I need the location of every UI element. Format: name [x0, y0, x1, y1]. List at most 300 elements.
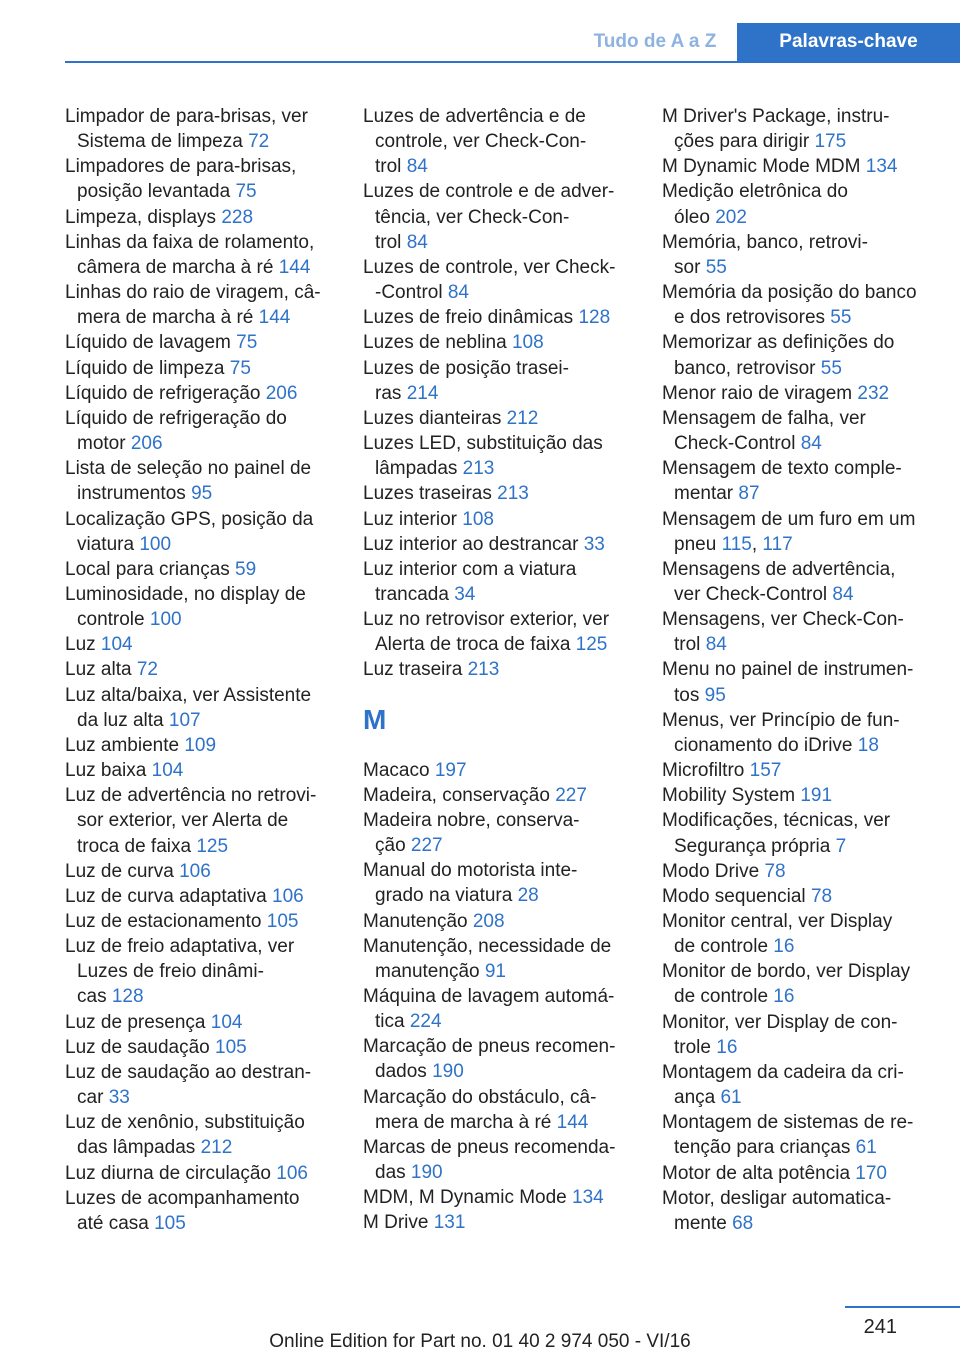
index-entry-text: Luz ambiente: [65, 734, 180, 756]
index-entry: [65, 456, 337, 506]
index-entry: [65, 1035, 337, 1060]
index-entry: [363, 557, 635, 607]
index-entry-text: Luz de presença: [65, 1011, 206, 1033]
index-entry: [363, 507, 635, 532]
page-reference-link[interactable]: 87: [738, 483, 760, 505]
index-column-1: [65, 104, 337, 1236]
index-entry-text: Motor de alta potência: [662, 1162, 851, 1184]
index-entry: [65, 356, 337, 381]
index-entry-text: Madeira nobre, conserva-: [363, 809, 580, 831]
index-entry: [65, 557, 337, 582]
index-entry: [662, 1010, 937, 1060]
index-entry-text: Luz de curva: [65, 860, 174, 882]
index-entry-text: mentar: [674, 483, 734, 505]
index-entry-text: sor exterior, ver Alerta de: [77, 810, 289, 832]
page-reference-link[interactable]: 75: [229, 357, 251, 379]
page-reference-link[interactable]: 84: [705, 634, 727, 656]
index-entry-text: ança: [674, 1087, 716, 1109]
page-reference-link[interactable]: 108: [462, 508, 494, 530]
index-entry: [363, 1185, 635, 1210]
page-reference-link[interactable]: 16: [773, 936, 795, 958]
page-reference-link[interactable]: 33: [108, 1087, 130, 1109]
page-reference-link[interactable]: 232: [857, 382, 890, 404]
index-entry-text: Luz interior com a viatura: [363, 558, 577, 580]
index-entry-text: Luz de freio adaptativa, ver: [65, 936, 295, 958]
page-reference-link[interactable]: 206: [130, 433, 163, 455]
index-column-3: [662, 104, 937, 1236]
index-entry-text: Monitor, ver Display de con-: [662, 1011, 898, 1033]
page-reference-link[interactable]: 170: [855, 1162, 887, 1184]
index-entry-text: Memória da posição do banco: [662, 282, 917, 304]
index-entry: [65, 733, 337, 758]
page-reference-link[interactable]: 100: [139, 533, 172, 555]
index-entry-text: Luz interior: [363, 508, 457, 530]
index-entry: [363, 330, 635, 355]
index-entry: [662, 381, 937, 406]
footer-edition: Online Edition for Part no. 01 40 2 974 050 - VI/16: [269, 1331, 691, 1352]
page-reference-link[interactable]: 105: [266, 911, 299, 932]
index-entry: [662, 783, 937, 808]
index-entry-text: Luz de curva adaptativa: [65, 885, 267, 907]
index-entry-text: Modo Drive: [662, 860, 760, 882]
index-entry: [363, 984, 635, 1034]
page-reference-link[interactable]: 84: [800, 433, 822, 455]
index-entry-text: Manutenção: [363, 910, 468, 932]
index-entry: [662, 1161, 937, 1186]
index-entry: [65, 406, 337, 456]
page-reference-link[interactable]: 106: [276, 1162, 308, 1184]
index-entry-text: Limpador de para-brisas, ver: [65, 106, 308, 127]
page-reference-link[interactable]: 214: [406, 382, 439, 404]
index-entry-text: motor: [77, 433, 126, 455]
page-reference-link[interactable]: 228: [221, 206, 254, 228]
index-entry-text: Local para crianças: [65, 558, 230, 580]
index-entry: [662, 884, 937, 909]
page-reference-link[interactable]: 197: [434, 759, 467, 781]
index-entry: [662, 657, 937, 707]
index-entry: [65, 330, 337, 355]
page-reference-link[interactable]: 61: [720, 1087, 742, 1109]
page-reference-link[interactable]: 144: [556, 1111, 589, 1133]
index-entry-text: Menus, ver Princípio de fun-: [662, 709, 900, 731]
index-entry-text: Microfiltro: [662, 760, 745, 782]
index-entry-text: Monitor central, ver Display: [662, 911, 893, 932]
index-entry-text: Luz: [65, 634, 96, 656]
index-entry-text: mera de marcha à ré: [77, 307, 254, 329]
page-reference-link[interactable]: 95: [191, 483, 213, 505]
header-section-tab[interactable]: Tudo de A a Z: [593, 31, 717, 52]
index-entry: [65, 884, 337, 909]
index-entry-text: pneu: [674, 533, 717, 555]
page-reference-link[interactable]: 224: [409, 1011, 442, 1033]
index-entry-text: Mensagens, ver Check-Con-: [662, 609, 904, 631]
page-reference-link[interactable]: 28: [517, 885, 539, 907]
header-rule: [65, 61, 960, 63]
page-reference-link[interactable]: 16: [716, 1036, 738, 1058]
index-entry-text: Manual do motorista inte-: [363, 860, 578, 882]
index-entry-text: Luzes de advertência e de: [363, 106, 586, 127]
page-reference-link[interactable]: 125: [196, 835, 229, 857]
index-entry: [363, 356, 635, 406]
index-entry-text: Modificações, técnicas, ver: [662, 810, 891, 832]
index-column-2: [363, 104, 635, 1236]
index-entry: [363, 1210, 635, 1235]
index-entry: [363, 858, 635, 908]
index-entry-text: Luz no retrovisor exterior, ver: [363, 609, 610, 631]
index-entry: [662, 557, 937, 607]
index-entry-text: manutenção: [375, 960, 480, 982]
index-entry-text: instrumentos: [77, 483, 186, 505]
index-entry-text: Luzes de controle e de adver-: [363, 181, 615, 203]
page-reference-link[interactable]: 144: [278, 256, 311, 278]
page-reference-link[interactable]: 59: [235, 558, 257, 580]
index-entry-text: ção: [375, 835, 406, 857]
footer-rule: [845, 1306, 960, 1308]
index-entry: [363, 532, 635, 557]
index-entry-text: Líquido de refrigeração: [65, 382, 261, 404]
page-reference-link[interactable]: 191: [800, 785, 833, 807]
page-reference-link[interactable]: 18: [857, 734, 879, 756]
index-entry-text: Luzes de freio dinâmi-: [77, 961, 264, 983]
index-entry-text: controle: [77, 609, 145, 631]
index-entry-text: Localização GPS, posição da: [65, 508, 314, 530]
index-entry-text: trole: [674, 1036, 711, 1058]
index-entry-text: Luzes de neblina: [363, 332, 507, 354]
page-reference-link[interactable]: 55: [830, 307, 852, 329]
page-reference-link[interactable]: 104: [151, 760, 184, 782]
index-entry: [65, 783, 337, 858]
page-reference-link[interactable]: 78: [764, 860, 786, 882]
index-entry: [65, 381, 337, 406]
index-entry-text: da luz alta: [77, 709, 164, 731]
index-entry: [662, 1060, 937, 1110]
index-entry-text: Luz alta/baixa, ver Assistente: [65, 684, 312, 706]
page-reference-link[interactable]: 84: [832, 583, 854, 605]
page-reference-link[interactable]: 106: [272, 885, 304, 907]
index-entry: [662, 330, 937, 380]
index-entry: [662, 1186, 937, 1236]
index-entry-text: Líquido de refrigeração do: [65, 407, 287, 429]
index-entry-text: de controle: [674, 986, 769, 1008]
page-reference-link[interactable]: 106: [179, 860, 211, 882]
index-entry-text: Luz de advertência no retrovi-: [65, 785, 317, 807]
index-entry-text: Luzes de freio dinâmicas: [363, 307, 574, 329]
index-entry-text: Luminosidade, no display de: [65, 583, 306, 605]
index-entry: [363, 1085, 635, 1135]
index-entry-text: Linhas do raio de viragem, câ-: [65, 282, 321, 304]
index-entry: [65, 859, 337, 884]
page-reference-link[interactable]: 108: [511, 332, 544, 354]
page-reference-link[interactable]: 107: [168, 709, 201, 731]
index-entry-text: Luz de saudação: [65, 1036, 210, 1058]
index-entry-text: Segurança própria: [674, 835, 831, 857]
page-reference-link[interactable]: 109: [184, 734, 217, 756]
index-entry-text: e dos retrovisores: [674, 307, 826, 329]
index-entry-text: Modo sequencial: [662, 885, 806, 907]
index-entry: [662, 859, 937, 884]
page-reference-link[interactable]: 33: [583, 533, 605, 555]
page-reference-link[interactable]: 227: [410, 835, 443, 857]
index-entry: [363, 104, 635, 179]
index-entry: [65, 280, 337, 330]
page-reference-link[interactable]: 104: [210, 1011, 243, 1033]
page-reference-link[interactable]: 125: [575, 634, 608, 656]
index-entry-text: dados: [375, 1061, 427, 1083]
page-reference-link[interactable]: 84: [406, 156, 428, 178]
page-reference-link[interactable]: 190: [432, 1061, 464, 1083]
page-reference-link[interactable]: 212: [200, 1137, 233, 1159]
index-entry-text: Luz alta: [65, 659, 132, 681]
index-entry: [662, 708, 937, 758]
page-reference-link[interactable]: 55: [820, 357, 842, 379]
index-entry-text: MDM, M Dynamic Mode: [363, 1187, 567, 1209]
page-reference-link[interactable]: 100: [149, 609, 182, 631]
index-entry-text: trol: [375, 231, 402, 253]
index-entry-text: mente: [674, 1212, 727, 1234]
index-entry: [363, 607, 635, 657]
index-entry: [65, 230, 337, 280]
index-entry-text: Alerta de troca de faixa: [375, 634, 571, 656]
index-section-letter: M: [363, 703, 387, 735]
page-reference-link[interactable]: 61: [855, 1137, 877, 1159]
index-entry-text: Menor raio de viragem: [662, 382, 853, 404]
page-reference-link[interactable]: 212: [506, 407, 539, 429]
index-entry-text: Luzes de controle, ver Check-: [363, 256, 616, 278]
page-reference-link[interactable]: 84: [447, 282, 469, 304]
page-reference-link[interactable]: 34: [454, 583, 476, 605]
page-reference-link[interactable]: 115: [721, 533, 752, 555]
index-entry: [363, 1034, 635, 1084]
index-entry-text: Luz de estacionamento: [65, 911, 262, 932]
index-entry-text: Marcação de pneus recomen-: [363, 1036, 616, 1058]
index-entry-text: Macaco: [363, 759, 430, 781]
index-entry-text: das: [375, 1162, 406, 1184]
index-entry-text: Luz de xenônio, substituição: [65, 1112, 305, 1134]
index-entry-text: Líquido de lavagem: [65, 332, 231, 354]
page-reference-link[interactable]: 75: [236, 332, 258, 354]
index-entry: [662, 758, 937, 783]
index-entry: [363, 657, 635, 682]
index-entry-text: Manutenção, necessidade de: [363, 935, 612, 957]
index-entry-text: Luzes LED, substituição das: [363, 433, 603, 455]
page-reference-link[interactable]: 227: [555, 784, 587, 806]
index-entry: [662, 959, 937, 1009]
page-reference-link[interactable]: 134: [572, 1187, 604, 1209]
index-entry: [363, 1135, 635, 1185]
header-active-tab[interactable]: Palavras-chave: [737, 23, 960, 63]
index-entry: [363, 808, 635, 858]
index-entry-text: tência, ver Check-Con-: [375, 206, 570, 228]
index-entry-text: Memorizar as definições do: [662, 332, 895, 354]
page-reference-link[interactable]: 213: [497, 483, 529, 505]
index-entry-text: troca de faixa: [77, 835, 192, 857]
page-reference-link[interactable]: 213: [467, 659, 500, 681]
page-reference-link[interactable]: 117: [762, 533, 793, 555]
index-entry-text: Máquina de lavagem automá-: [363, 986, 615, 1007]
index-entry-text: Luzes de posição trasei-: [363, 357, 569, 379]
index-entry-text: posição levantada: [77, 181, 231, 203]
index-entry: [65, 1060, 337, 1110]
index-entry-text: cas: [77, 986, 107, 1008]
page-reference-link[interactable]: 55: [705, 256, 727, 278]
index-entry-text: Check-Control: [674, 433, 796, 455]
index-entry-text: trol: [375, 156, 402, 178]
index-entry: [363, 305, 635, 330]
index-entry: [662, 179, 937, 229]
index-entry: [363, 179, 635, 254]
page-reference-link[interactable]: 72: [248, 131, 270, 153]
index-entry: [662, 230, 937, 280]
index-entry-text: Luzes de acompanhamento: [65, 1187, 300, 1209]
index-entry: [662, 808, 937, 858]
index-entry-text: Limpadores de para-brisas,: [65, 156, 297, 178]
index-entry-text: Luz diurna de circulação: [65, 1162, 271, 1184]
index-entry-text: grado na viatura: [375, 885, 513, 907]
index-entry-text: Sistema de limpeza: [77, 131, 243, 153]
page-reference-link[interactable]: 7: [835, 835, 847, 857]
page-reference-link[interactable]: 95: [704, 684, 726, 706]
index-entry: [363, 783, 635, 808]
index-entry: [363, 431, 635, 481]
index-entry-text: Mensagem de falha, ver: [662, 407, 866, 429]
page-reference-link[interactable]: 75: [235, 181, 257, 203]
page-reference-link[interactable]: 104: [100, 634, 133, 656]
page-reference-link[interactable]: 16: [773, 986, 795, 1008]
index-entry: [65, 934, 337, 1009]
page-reference-link[interactable]: 128: [111, 986, 144, 1008]
index-entry-text: Linhas da faixa de rolamento,: [65, 231, 315, 253]
index-entry: [662, 154, 937, 179]
index-entry: [65, 632, 337, 657]
index-entry-text: Montagem de sistemas de re-: [662, 1112, 914, 1134]
index-entry-text: sor: [674, 256, 701, 278]
index-entry-text: tos: [674, 684, 700, 706]
index-entry: [363, 934, 635, 984]
index-entry: [662, 406, 937, 456]
page-reference-link[interactable]: 105: [215, 1036, 247, 1058]
index-entry-text: Menu no painel de instrumen-: [662, 659, 914, 681]
index-entry-text: Luz de saudação ao destran-: [65, 1061, 312, 1083]
index-entry: [65, 154, 337, 204]
index-entry-text: M Driver's Package, instru-: [662, 106, 890, 127]
index-entry: [363, 481, 635, 506]
index-entry: [65, 507, 337, 557]
index-entry-text: Madeira, conservação: [363, 784, 550, 806]
index-entry: [662, 456, 937, 506]
index-entry-text: Limpeza, displays: [65, 206, 217, 228]
index-entry-text: Monitor de bordo, ver Display: [662, 961, 911, 983]
page-number: 241: [863, 1316, 897, 1338]
page-reference-link[interactable]: 72: [136, 659, 158, 681]
index-entry: [662, 104, 937, 154]
page-reference-link[interactable]: 144: [258, 307, 291, 329]
index-entry-text: Luzes traseiras: [363, 483, 492, 505]
index-entry-text: Mensagem de um furo em um: [662, 508, 916, 530]
index-entry-text: Mobility System: [662, 785, 796, 807]
index-entry-text: tenção para crianças: [674, 1137, 851, 1159]
page-reference-link[interactable]: 134: [865, 156, 898, 178]
index-entry: [662, 1110, 937, 1160]
index-entry: [662, 909, 937, 959]
index-entry-text: Líquido de limpeza: [65, 357, 225, 379]
index-entry-text: Motor, desligar automatica-: [662, 1187, 892, 1209]
index-entry-text: -Control: [375, 282, 443, 304]
index-entry-text: tica: [375, 1011, 405, 1033]
index-entry-text: Montagem da cadeira da cri-: [662, 1061, 904, 1083]
page-reference-link[interactable]: 78: [810, 885, 833, 907]
page-reference-link[interactable]: 190: [410, 1162, 443, 1184]
index-entry-text: cionamento do iDrive: [674, 734, 853, 756]
index-entry-text: banco, retrovisor: [674, 357, 816, 379]
index-entry: [662, 607, 937, 657]
page-reference-link[interactable]: 213: [462, 458, 495, 480]
index-entry: [65, 104, 337, 154]
page-reference-link[interactable]: 157: [749, 760, 782, 782]
index-entry-text: das lâmpadas: [77, 1137, 196, 1159]
index-entry-text: Luz baixa: [65, 760, 147, 782]
page-reference-link[interactable]: 206: [265, 382, 298, 404]
page-reference-link[interactable]: 202: [715, 206, 747, 228]
index-entry-text: M Dynamic Mode MDM: [662, 156, 861, 178]
index-entry-text: Medição eletrônica do: [662, 181, 848, 203]
index-entry-text: ções para dirigir: [674, 131, 810, 153]
page-reference-link[interactable]: 105: [154, 1212, 186, 1234]
page-reference-link[interactable]: 68: [732, 1212, 754, 1234]
index-entry: [363, 255, 635, 305]
page-reference-link[interactable]: 84: [406, 231, 428, 253]
index-entry-text: mera de marcha à ré: [375, 1111, 552, 1133]
page-reference-link[interactable]: 208: [472, 910, 505, 932]
index-entry: [363, 406, 635, 431]
index-entry-text: até casa: [77, 1212, 149, 1234]
index-entry: [65, 1186, 337, 1236]
index-entry-text: viatura: [77, 533, 135, 555]
index-entry-text: ver Check-Control: [674, 583, 828, 605]
page-reference-link[interactable]: 91: [484, 960, 506, 982]
index-entry-text: Luzes dianteiras: [363, 407, 502, 429]
index-entry: [65, 1110, 337, 1160]
index-entry: [662, 280, 937, 330]
index-entry-text: Mensagem de texto comple-: [662, 458, 902, 480]
page-reference-link[interactable]: 128: [578, 307, 611, 329]
index-entry: [65, 683, 337, 733]
index-entry-text: Mensagens de advertência,: [662, 558, 896, 580]
index-entry: [363, 758, 635, 783]
index-entry: [65, 657, 337, 682]
index-entry: [65, 758, 337, 783]
index-entry-text: Marcação do obstáculo, câ-: [363, 1086, 597, 1108]
index-entry: [363, 909, 635, 934]
index-entry: [65, 909, 337, 934]
index-entry-text: Memória, banco, retrovi-: [662, 231, 868, 253]
index-entry: Mensagem de um furo em um pneu 115, 117: [662, 508, 916, 555]
index-entry-text: Lista de seleção no painel de: [65, 458, 312, 480]
index-entry-text: car: [77, 1087, 104, 1109]
index-entry-text: câmera de marcha à ré: [77, 256, 274, 278]
page-reference-link[interactable]: 175: [814, 131, 847, 153]
page-reference-link[interactable]: 131: [433, 1212, 466, 1234]
index-entry: [65, 1161, 337, 1186]
index-entry: [65, 1010, 337, 1035]
index-entry-text: controle, ver Check-Con-: [375, 131, 587, 153]
index-entry-text: trancada: [375, 583, 449, 605]
index-entry-text: lâmpadas: [375, 458, 458, 480]
index-entry-text: de controle: [674, 936, 769, 958]
index-entry-text: ras: [375, 382, 402, 404]
index-entry-text: Marcas de pneus recomenda-: [363, 1136, 616, 1158]
index-entry-text: Luz interior ao destrancar: [363, 533, 579, 555]
index-entry-text: Luz traseira: [363, 659, 463, 681]
